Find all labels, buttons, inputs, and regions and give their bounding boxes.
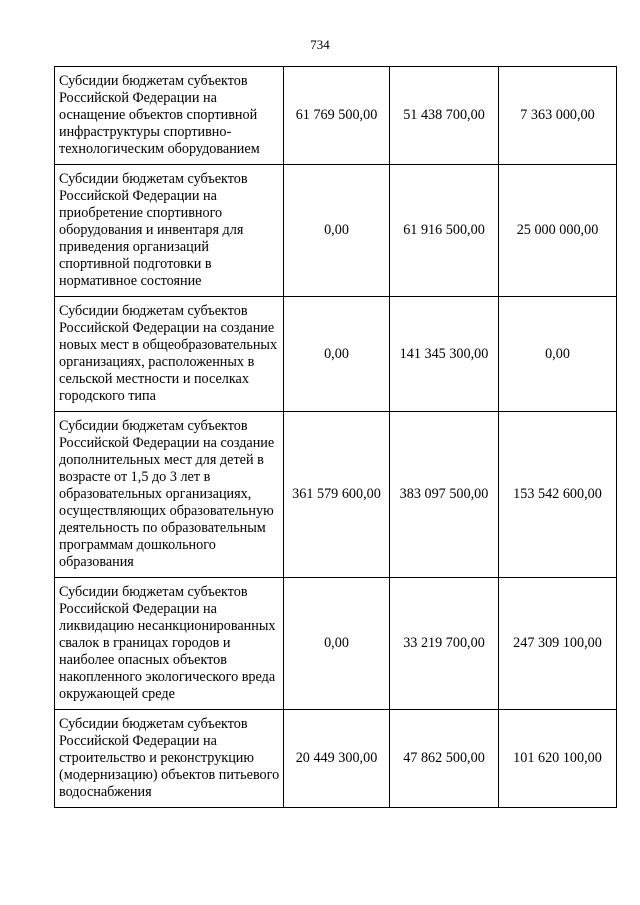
value-col-3: 0,00 bbox=[499, 297, 617, 412]
value-col-2: 141 345 300,00 bbox=[390, 297, 499, 412]
value-col-2: 47 862 500,00 bbox=[390, 710, 499, 808]
value-col-1: 20 449 300,00 bbox=[284, 710, 390, 808]
budget-table bbox=[54, 66, 617, 808]
value-col-3: 25 000 000,00 bbox=[499, 165, 617, 297]
value-col-1: 0,00 bbox=[284, 297, 390, 412]
value-col-3: 101 620 100,00 bbox=[499, 710, 617, 808]
table-row bbox=[55, 297, 617, 412]
page-number: 734 bbox=[310, 37, 330, 52]
row-description: Субсидии бюджетам субъектов Российской Федерации на строительство и реконструкцию (модернизацию) объектов питьевого водоснабжения bbox=[55, 710, 284, 808]
value-col-2: 33 219 700,00 bbox=[390, 578, 499, 710]
value-col-1: 0,00 bbox=[284, 578, 390, 710]
row-description: Субсидии бюджетам субъектов Российской Федерации на оснащение объектов спортивной инфраструктуры спортивно-технологическим оборудованием bbox=[55, 67, 284, 165]
table-row bbox=[55, 710, 617, 808]
value-col-1: 61 769 500,00 bbox=[284, 67, 390, 165]
table-row bbox=[55, 67, 617, 165]
row-description: Субсидии бюджетам субъектов Российской Федерации на создание новых мест в общеобразовательных организациях, расположенных в сельской местности и поселках городского типа bbox=[55, 297, 284, 412]
row-description: Субсидии бюджетам субъектов Российской Федерации на создание дополнительных мест для детей в возрасте от 1,5 до 3 лет в образовательных организациях, осуществляющих образовательную деятельность по образовательным программам дошкольного образования bbox=[55, 412, 284, 578]
value-col-2: 51 438 700,00 bbox=[390, 67, 499, 165]
value-col-1: 0,00 bbox=[284, 165, 390, 297]
row-description: Субсидии бюджетам субъектов Российской Федерации на приобретение спортивного оборудования и инвентаря для приведения организаций спортивной подготовки в нормативное состояние bbox=[55, 165, 284, 297]
value-col-3: 247 309 100,00 bbox=[499, 578, 617, 710]
table-body bbox=[55, 67, 617, 808]
value-col-2: 61 916 500,00 bbox=[390, 165, 499, 297]
value-col-3: 153 542 600,00 bbox=[499, 412, 617, 578]
row-description: Субсидии бюджетам субъектов Российской Федерации на ликвидацию несанкционированных свалок в границах городов и наиболее опасных объектов накопленного экологического вреда окружающей среде bbox=[55, 578, 284, 710]
table-row bbox=[55, 412, 617, 578]
value-col-2: 383 097 500,00 bbox=[390, 412, 499, 578]
value-col-1: 361 579 600,00 bbox=[284, 412, 390, 578]
value-col-3: 7 363 000,00 bbox=[499, 67, 617, 165]
table-row bbox=[55, 578, 617, 710]
table-row bbox=[55, 165, 617, 297]
